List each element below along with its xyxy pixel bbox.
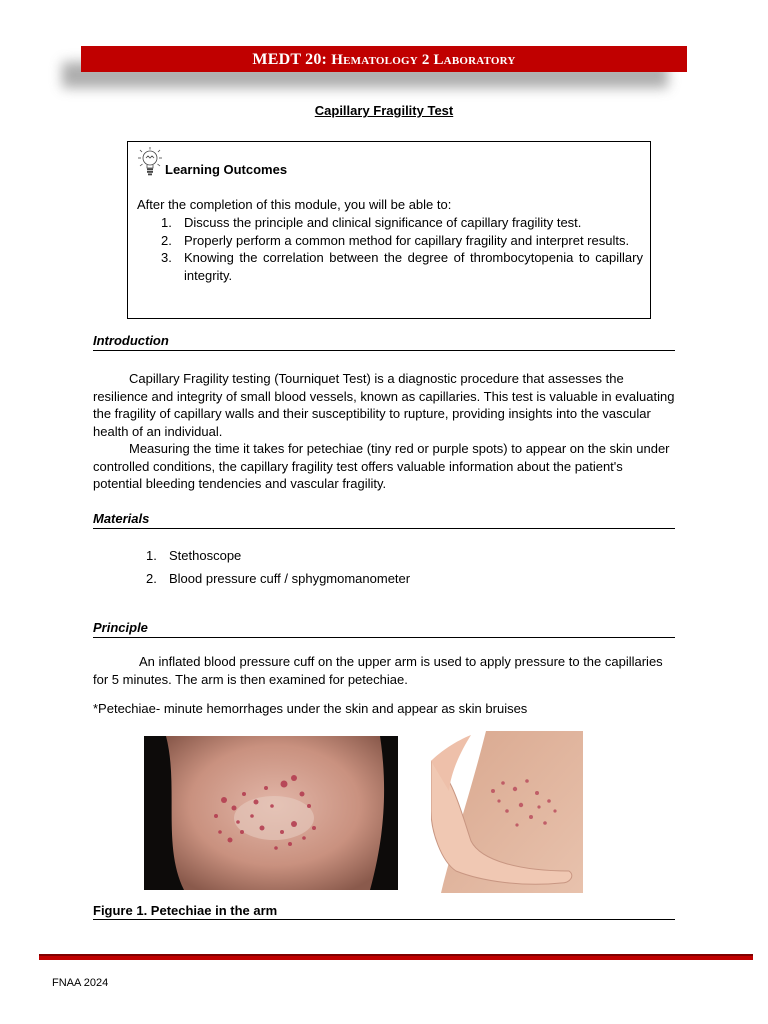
list-item-text: Blood pressure cuff / sphygmomanometer — [169, 571, 411, 586]
list-item — [137, 214, 643, 232]
list-item-text: Stethoscope — [169, 548, 242, 563]
footer-divider-accent — [39, 956, 753, 960]
introduction-paragraph-2: Measuring the time it takes for petechiae (tiny red or purple spots) to appear on the skin under controlled conditions, the capillary fragility test offers valuable information about the patient's potential bleeding tendencies and vascular fragility. — [93, 441, 670, 491]
learning-outcomes-intro: After the completion of this module, you will be able to: — [137, 197, 452, 212]
list-number: 2. — [161, 232, 172, 248]
materials-heading: Materials — [93, 511, 675, 529]
principle-heading: Principle — [93, 620, 675, 638]
list-item — [137, 249, 643, 284]
introduction-heading: Introduction — [93, 333, 675, 351]
list-item-text: Knowing the correlation between the degree of thrombocytopenia to capillary integrity. — [184, 250, 643, 283]
lightbulb-icon — [137, 146, 163, 178]
course-name: Hematology 2 Laboratory — [331, 52, 516, 68]
list-number: 1. — [146, 548, 157, 563]
course-code: MEDT 20: — [252, 51, 328, 68]
petechiae-arm-photo-2 — [431, 731, 583, 893]
course-header-bar — [81, 46, 687, 72]
petechiae-arm-photo-1 — [144, 736, 398, 890]
materials-list — [146, 547, 410, 593]
footer-text: FNAA 2024 — [52, 977, 109, 989]
list-item — [146, 570, 410, 593]
learning-outcomes-heading: Learning Outcomes — [165, 162, 288, 177]
list-number: 1. — [161, 215, 172, 230]
list-number: 3. — [161, 250, 172, 265]
introduction-paragraph-1: Capillary Fragility testing (Tourniquet Test) is a diagnostic procedure that assesses the resilience and integrity of small blood vessels, known as capillaries. This test is valuable in evaluating the fragility of capillary walls and their susceptibility to rupture, providing insights into the vascular health of an individual. — [93, 371, 675, 439]
petechiae-note: *Petechiae- minute hemorrhages under the skin and appear as skin bruises — [93, 701, 528, 716]
learning-outcomes-box — [127, 141, 651, 319]
page-title: Capillary Fragility Test — [314, 103, 454, 118]
list-number: 2. — [146, 571, 157, 586]
list-item — [137, 232, 643, 250]
list-item — [146, 547, 410, 570]
list-item-text: Discuss the principle and clinical significance of capillary fragility test. — [184, 215, 582, 230]
figure-caption: Figure 1. Petechiae in the arm — [93, 903, 675, 920]
principle-paragraph: An inflated blood pressure cuff on the upper arm is used to apply pressure to the capillaries for 5 minutes. The arm is then examined for petechiae. — [93, 654, 663, 687]
learning-outcomes-list — [137, 214, 643, 284]
list-item-text: Properly perform a common method for capillary fragility and interpret results. — [184, 232, 630, 248]
